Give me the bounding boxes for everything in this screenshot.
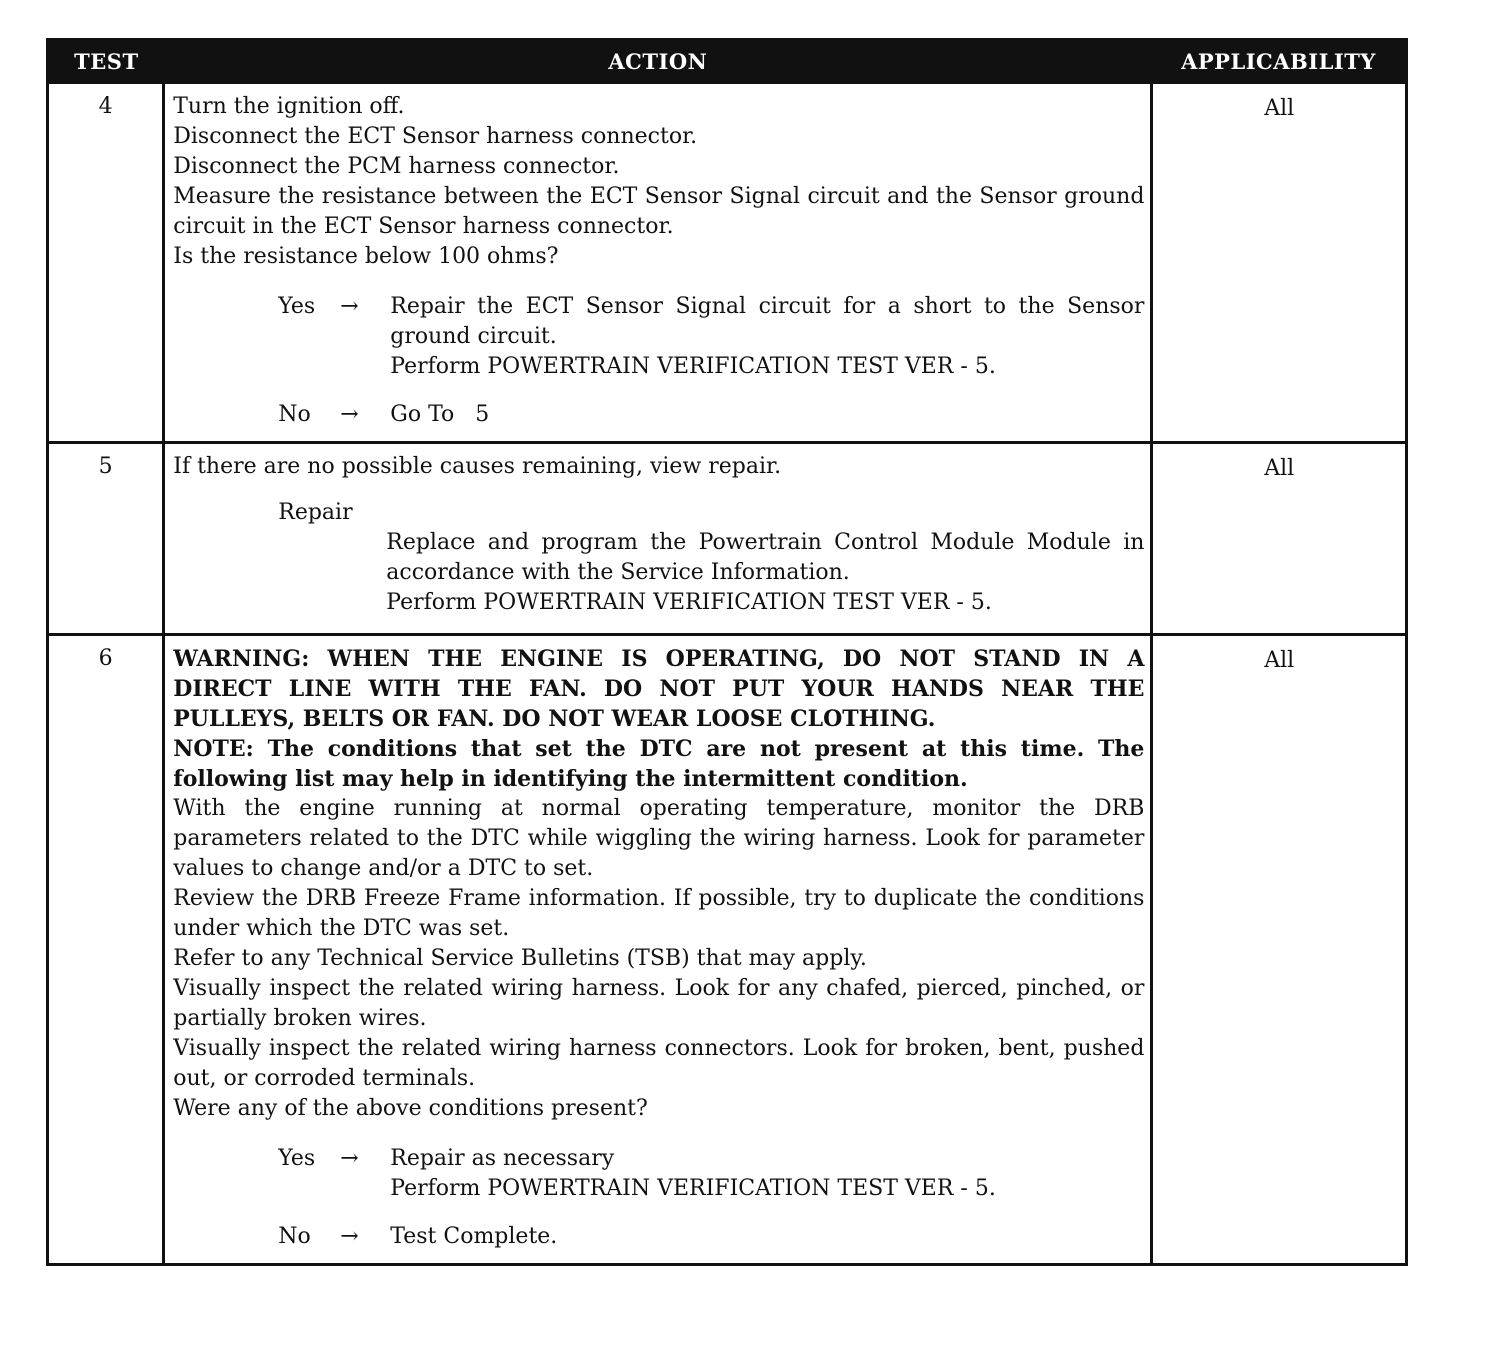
action-step: With the engine running at normal operating temperature, monitor the DRB parameters related to the DTC while wiggling the wiring harness. Look for parameter values to change and/or a DTC to set. — [173, 796, 1145, 881]
table-header-row — [48, 40, 1407, 83]
action-step: Visually inspect the related wiring harness connectors. Look for broken, bent, pushed out, or corroded terminals. — [173, 1036, 1145, 1091]
action-step: Disconnect the PCM harness connector. — [173, 154, 620, 179]
action-step: Is the resistance below 100 ohms? — [173, 244, 559, 269]
yes-label: Yes — [278, 294, 316, 319]
action-step: Review the DRB Freeze Frame information. If possible, try to duplicate the conditions under which the DTC was set. — [173, 886, 1145, 941]
repair-line: Replace and program the Powertrain Control Module Module in accordance with the Service Information. — [386, 530, 1145, 585]
header-test: TEST — [48, 40, 164, 83]
action-step: Turn the ignition off. — [173, 94, 405, 119]
yes-result — [278, 292, 1144, 382]
repair-instructions — [386, 528, 1144, 618]
right-arrow-icon: → — [340, 294, 359, 319]
outcome-line: Repair the ECT Sensor Signal circuit for a short to the Sensor ground circuit. — [390, 294, 1145, 349]
action-step: Refer to any Technical Service Bulletins (TSB) that may apply. — [173, 946, 867, 971]
table-row — [48, 443, 1407, 635]
right-arrow-icon: → — [340, 1146, 359, 1171]
table-row — [48, 83, 1407, 443]
action-cell — [164, 635, 1152, 1265]
outcome-line: Perform POWERTRAIN VERIFICATION TEST VER - 5. — [390, 1176, 996, 1201]
action-step: If there are no possible causes remaining, view repair. — [173, 454, 782, 479]
action-cell — [164, 83, 1152, 443]
no-result — [278, 1222, 1144, 1252]
no-label: No — [278, 1224, 311, 1249]
action-step: Visually inspect the related wiring harness. Look for any chafed, pierced, pinched, or partially broken wires. — [173, 976, 1145, 1031]
repair-line: Perform POWERTRAIN VERIFICATION TEST VER - 5. — [386, 590, 992, 615]
no-label: No — [278, 402, 311, 427]
yes-outcome — [390, 292, 1144, 382]
test-number: 5 — [48, 443, 164, 635]
outcome-line: Perform POWERTRAIN VERIFICATION TEST VER - 5. — [390, 354, 996, 379]
action-step: Measure the resistance between the ECT Sensor Signal circuit and the Sensor ground circuit in the ECT Sensor harness connector. — [173, 184, 1145, 239]
repair-section — [278, 498, 1144, 618]
outcome-line: Repair as necessary — [390, 1146, 615, 1171]
applicability-value: All — [1152, 635, 1407, 1265]
yes-label: Yes — [278, 1146, 316, 1171]
no-outcome — [390, 1222, 1144, 1252]
no-outcome — [390, 400, 1144, 430]
outcome-line: Test Complete. — [390, 1224, 558, 1249]
applicability-value: All — [1152, 443, 1407, 635]
test-number: 6 — [48, 635, 164, 1265]
repair-label: Repair — [278, 500, 353, 525]
header-applicability: APPLICABILITY — [1152, 40, 1407, 83]
no-result — [278, 400, 1144, 430]
note-text: NOTE: The conditions that set the DTC are not present at this time. The following list may help in identifying the intermittent condition. — [173, 736, 1145, 792]
action-step: Were any of the above conditions present? — [173, 1096, 648, 1121]
yes-outcome — [390, 1144, 1144, 1204]
right-arrow-icon: → — [340, 402, 359, 427]
warning-text: WARNING: WHEN THE ENGINE IS OPERATING, DO NOT STAND IN A DIRECT LINE WITH THE FAN. DO NOT PUT YOUR HANDS NEAR THE PULLEYS, BELTS OR FAN. DO NOT WEAR LOOSE CLOTHING. — [173, 646, 1145, 732]
action-step: Disconnect the ECT Sensor harness connector. — [173, 124, 698, 149]
right-arrow-icon: → — [340, 1224, 359, 1249]
test-number: 4 — [48, 83, 164, 443]
header-action: ACTION — [164, 40, 1152, 83]
table-row — [48, 635, 1407, 1265]
diagnostic-test-table — [46, 38, 1408, 1266]
yes-result — [278, 1144, 1144, 1204]
applicability-value: All — [1152, 83, 1407, 443]
outcome-line: Go To 5 — [390, 402, 490, 427]
action-cell — [164, 443, 1152, 635]
